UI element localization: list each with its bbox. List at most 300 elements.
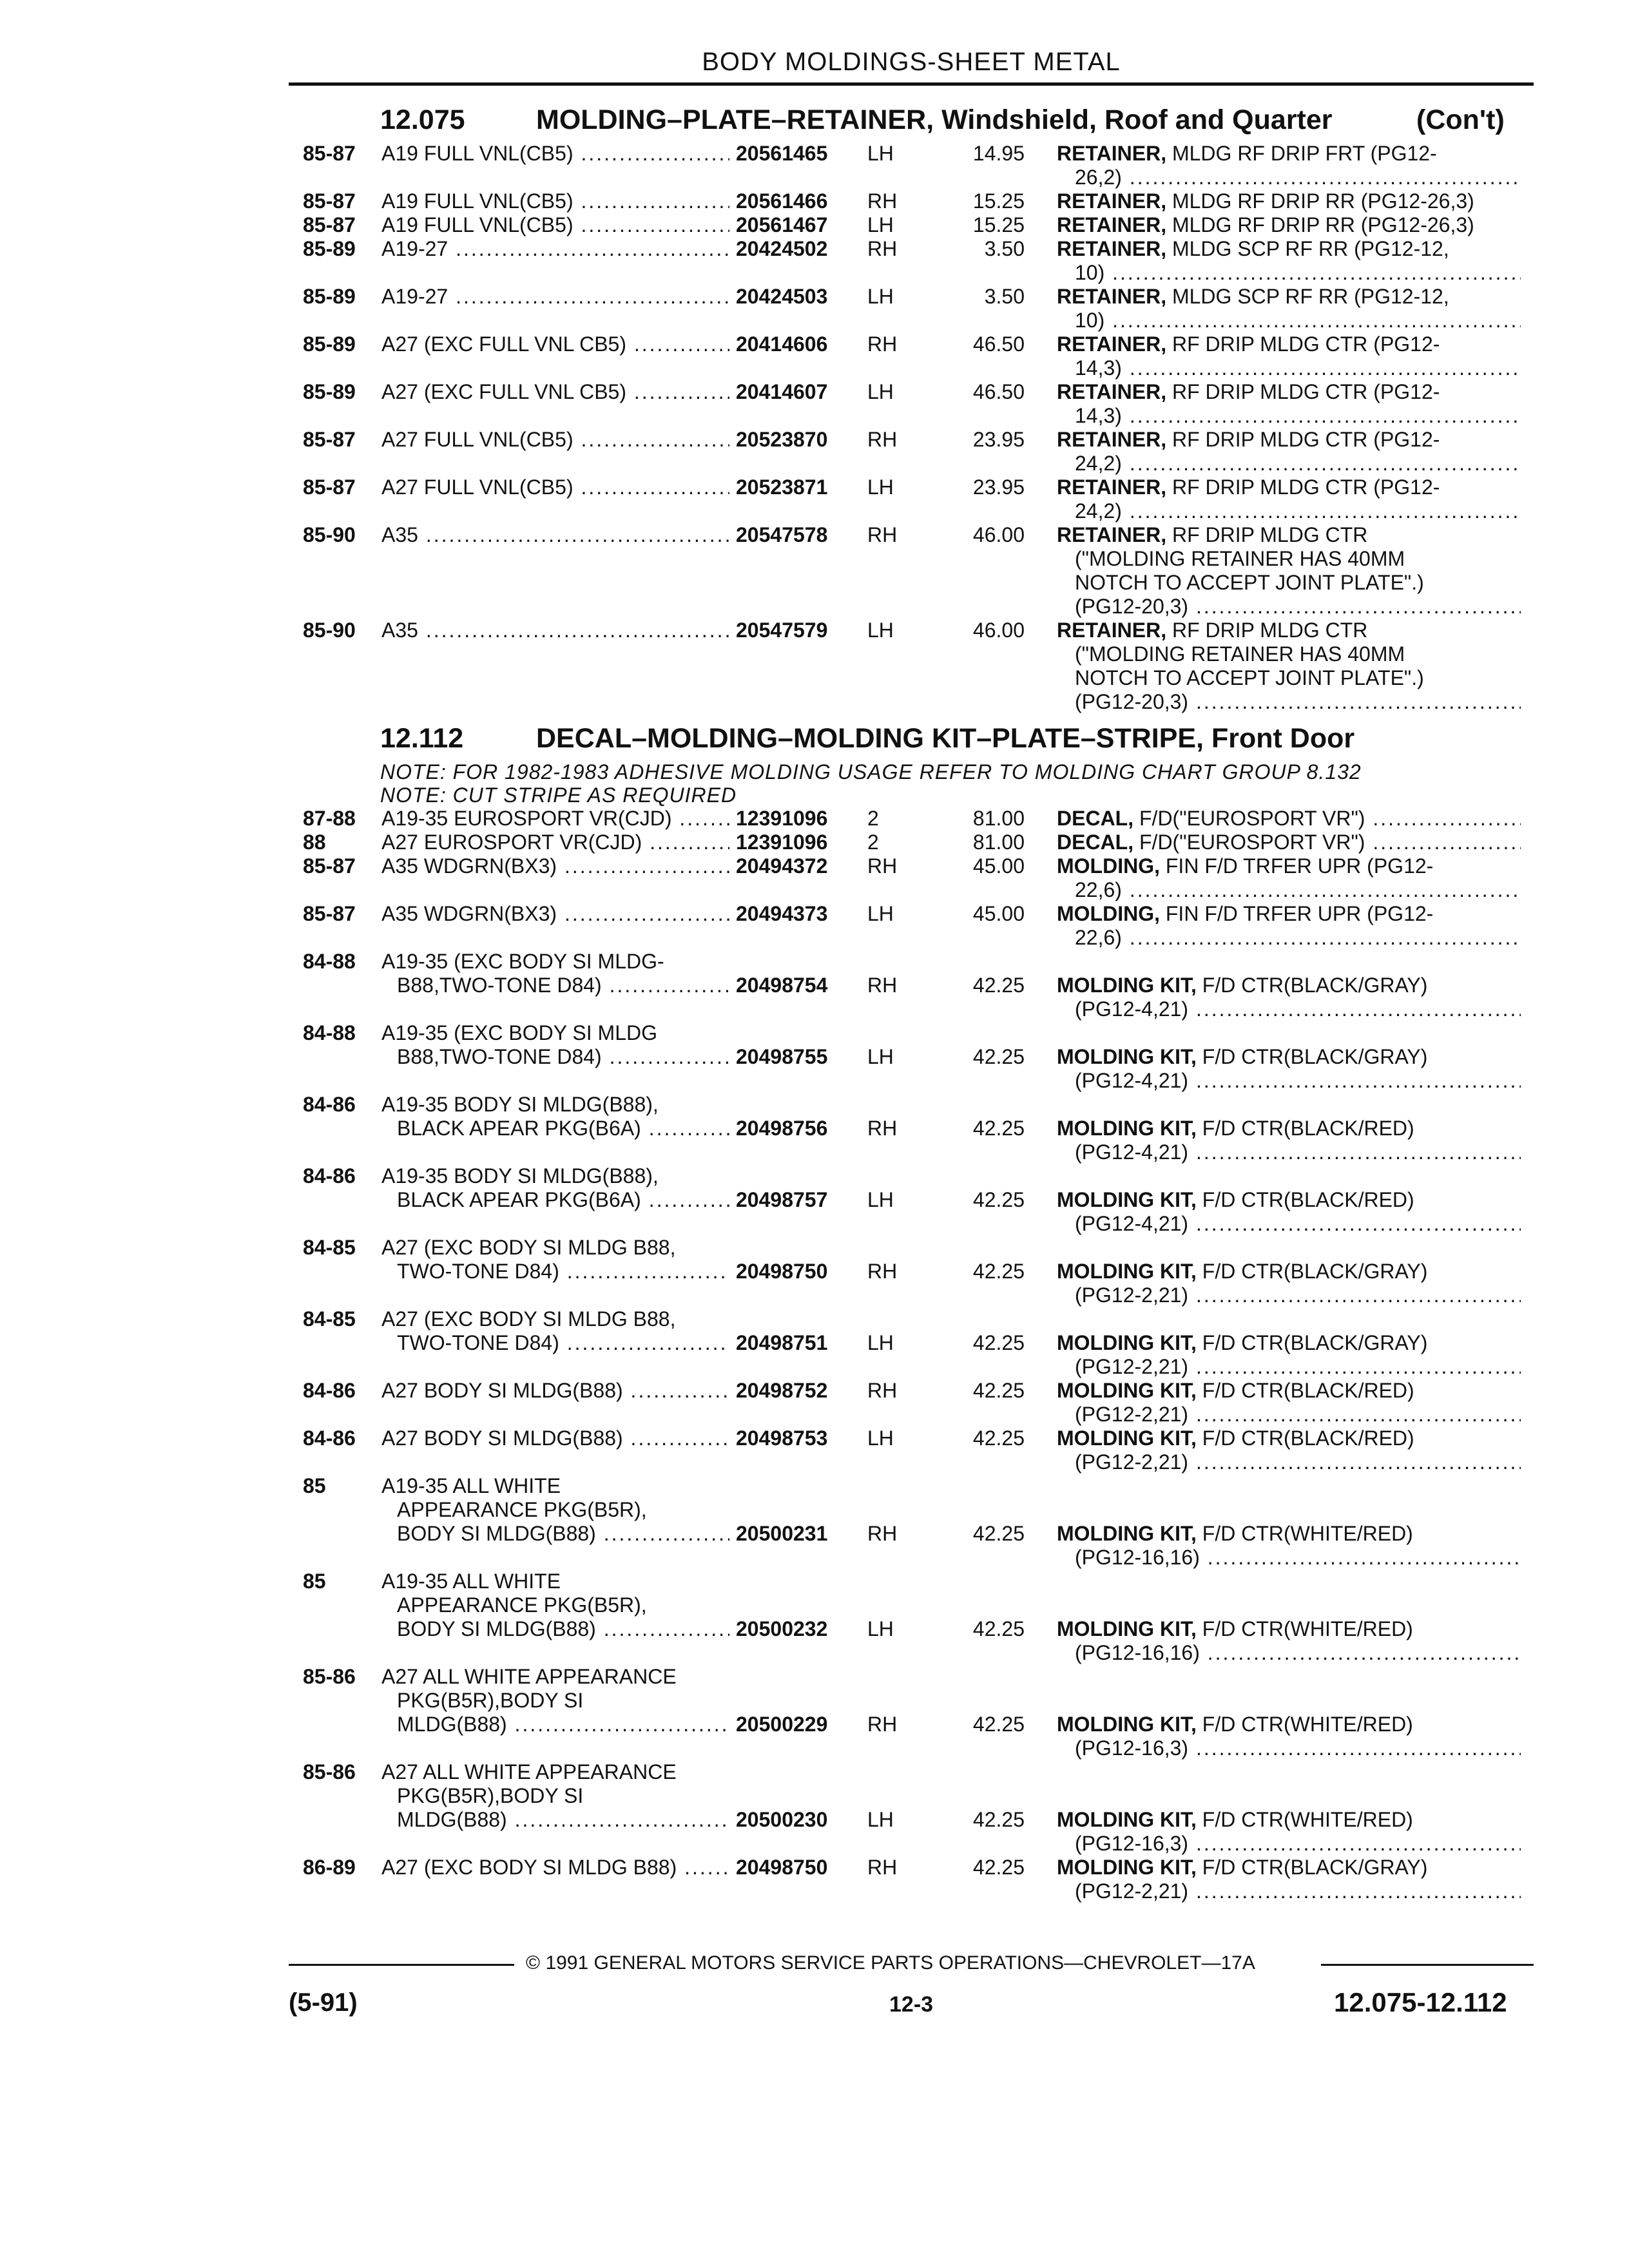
price: 42.25 [972,1808,1025,1831]
model-year: 85-89 [303,332,356,356]
application-description [381,476,729,499]
model-year: 84-86 [303,1164,356,1187]
model-year: 84-85 [303,1307,356,1331]
part-number: 20561465 [736,142,828,165]
item-detail: F/D CTR(WHITE/RED) [1202,1617,1413,1640]
item-detail: (PG12-2,21) [1075,1879,1189,1903]
part-number: 20547579 [736,619,828,642]
model-year: 85-87 [303,428,356,451]
part-number: 20498750 [736,1260,828,1283]
item-name: MOLDING KIT, [1057,1260,1197,1283]
application-line: A19-35 EUROSPORT VR(CJD) ..... [381,807,729,831]
section-title: DECAL–MOLDING–MOLDING KIT–PLATE–STRIPE, Front Door [536,723,1355,754]
table-row [0,619,1629,714]
application-line: BODY SI MLDG(B88) ..... [381,1522,729,1546]
item-line [1057,499,1521,523]
part-number: 20424502 [736,237,828,260]
item-detail: NOTCH TO ACCEPT JOINT PLATE".) [1075,666,1424,689]
table-row [0,1760,1629,1856]
side-or-qty: LH [867,1617,894,1640]
item-detail: 26,2) [1075,166,1122,189]
part-number: 20500232 [736,1617,828,1640]
item-detail: (PG12-2,21) [1075,1283,1189,1307]
item-line [1057,1117,1521,1140]
model-year: 85-90 [303,619,356,642]
application-description [381,142,729,166]
application-line: B88,TWO-TONE D84) ..... [381,974,729,997]
price: 42.25 [972,1427,1025,1450]
application-line: A27 EUROSPORT VR(CJD) ..... [381,831,729,854]
section-number: 12.112 [380,723,464,754]
item-line [1057,1879,1521,1903]
table-row [0,831,1629,854]
item-detail: (PG12-16,3) [1075,1832,1189,1855]
item-name: MOLDING KIT, [1057,1117,1197,1140]
model-year: 84-85 [303,1236,356,1259]
application-description [381,237,729,261]
application-line: A19-35 ALL WHITE [381,1474,561,1497]
table-row [0,213,1629,237]
item-line [1057,1713,1521,1736]
application-line: A19-35 (EXC BODY SI MLDG [381,1021,657,1044]
price: 42.25 [972,1713,1025,1736]
part-number: 12391096 [736,831,828,854]
item-detail: F/D CTR(BLACK/GRAY) [1202,1045,1428,1068]
table-row [0,807,1629,831]
application-line: APPEARANCE PKG(B5R), [397,1593,647,1617]
item-line [1057,1403,1521,1427]
item-detail: FIN F/D TRFER UPR (PG12- [1165,854,1434,878]
application-line: B88,TWO-TONE D84) ..... [381,1045,729,1069]
item-line [1057,1450,1521,1474]
model-year: 85-89 [303,285,356,308]
part-number: 20498751 [736,1331,828,1354]
model-year: 85-87 [303,476,356,499]
application-line: A27 FULL VNL(CB5) ..... [381,476,729,499]
application-description [381,332,729,356]
application-description [381,523,729,547]
item-description [1057,854,1521,902]
item-description [1057,1522,1521,1570]
item-description [1057,1331,1521,1379]
price: 46.00 [972,619,1025,642]
item-line [1057,1283,1521,1307]
item-detail: 10) [1075,309,1105,332]
table-row [0,950,1629,1021]
item-name: RETAINER, [1057,619,1167,642]
item-detail: RF DRIP MLDG CTR (PG12- [1171,380,1440,403]
application-description [381,807,729,831]
application-line: MLDG(B88) ..... [381,1713,729,1736]
application-description [381,1856,729,1879]
item-detail: (PG12-4,21) [1075,997,1189,1021]
table-row [0,1164,1629,1236]
price: 42.25 [972,1522,1025,1545]
item-line [1057,1808,1521,1832]
side-or-qty: RH [867,974,898,997]
item-description [1057,332,1521,380]
item-description [1057,1713,1521,1760]
application-line: BODY SI MLDG(B88) ..... [381,1617,729,1641]
model-year: 85-87 [303,142,356,165]
model-year: 85-87 [303,854,356,878]
item-line [1057,476,1521,499]
price: 46.50 [972,380,1025,403]
application-line: A19-27 ..... [381,285,729,309]
item-line [1057,595,1521,619]
side-or-qty: RH [867,237,898,260]
application-line: A19-35 ALL WHITE [381,1570,561,1593]
price: 23.95 [972,476,1025,499]
footer-page-number: 12-3 [889,1992,934,2017]
application-description [381,854,729,878]
section-note: NOTE: CUT STRIPE AS REQUIRED [380,783,737,807]
item-line [1057,1546,1521,1570]
item-detail: (PG12-16,16) [1075,1641,1200,1664]
price: 46.00 [972,523,1025,546]
application-description [381,1760,729,1832]
footer-date: (5-91) [289,1988,358,2017]
item-line [1057,666,1521,690]
table-row [0,476,1629,523]
table-row [0,189,1629,213]
table-row [0,1021,1629,1093]
item-name: MOLDING KIT, [1057,1522,1197,1545]
item-name: MOLDING, [1057,854,1160,878]
model-year: 84-88 [303,1021,356,1044]
item-line [1057,1617,1521,1641]
application-line: A19 FULL VNL(CB5) ..... [381,213,729,237]
item-detail: 24,2) [1075,452,1122,475]
model-year: 84-86 [303,1093,356,1116]
application-description [381,213,729,237]
item-line [1057,1331,1521,1355]
item-name: RETAINER, [1057,476,1167,499]
application-line: A35 ..... [381,619,729,642]
side-or-qty: RH [867,1260,898,1283]
page-header: BODY MOLDINGS-SHEET METAL [702,48,1121,76]
part-number: 20500229 [736,1713,828,1736]
item-detail: RF DRIP MLDG CTR [1171,523,1368,546]
application-line: APPEARANCE PKG(B5R), [397,1498,647,1521]
side-or-qty: RH [867,1379,898,1402]
side-or-qty: RH [867,1522,898,1545]
item-detail: ("MOLDING RETAINER HAS 40MM [1075,642,1405,666]
item-line [1057,356,1521,380]
application-line: A19-27 ..... [381,237,729,261]
item-detail: RF DRIP MLDG CTR [1171,619,1368,642]
item-line [1057,642,1521,666]
application-line: TWO-TONE D84) ..... [381,1331,729,1355]
item-line [1057,1355,1521,1379]
application-line: A35 WDGRN(BX3) ..... [381,854,729,878]
application-description [381,1474,729,1546]
item-detail: F/D CTR(BLACK/GRAY) [1202,1260,1428,1283]
item-line [1057,1427,1521,1450]
table-row [0,237,1629,285]
price: 46.50 [972,332,1025,356]
header-rule [289,82,1534,86]
table-row [0,332,1629,380]
item-name: MOLDING KIT, [1057,1331,1197,1354]
item-detail: F/D CTR(WHITE/RED) [1202,1713,1413,1736]
item-line [1057,1832,1521,1856]
item-line [1057,807,1521,831]
table-row [0,523,1629,619]
application-description [381,189,729,213]
item-detail: (PG12-4,21) [1075,1212,1189,1235]
item-detail: 22,6) [1075,878,1122,901]
item-detail: (PG12-16,16) [1075,1546,1200,1569]
item-detail: ("MOLDING RETAINER HAS 40MM [1075,547,1405,570]
price: 42.25 [972,1331,1025,1354]
application-description [381,1665,729,1736]
table-row [0,1665,1629,1760]
side-or-qty: RH [867,523,898,546]
section-title: MOLDING–PLATE–RETAINER, Windshield, Roof and Quarter [536,104,1333,135]
item-line [1057,690,1521,714]
item-line [1057,1140,1521,1164]
item-name: RETAINER, [1057,523,1167,546]
item-line [1057,1260,1521,1283]
item-line [1057,309,1521,332]
item-line [1057,1641,1521,1665]
item-line [1057,1045,1521,1069]
item-detail: F/D CTR(WHITE/RED) [1202,1522,1413,1545]
item-description [1057,380,1521,428]
model-year: 84-86 [303,1427,356,1450]
application-description [381,831,729,854]
price: 42.25 [972,1117,1025,1140]
part-number: 20498750 [736,1856,828,1879]
item-name: RETAINER, [1057,142,1167,165]
application-description [381,902,729,926]
price: 42.25 [972,1188,1025,1211]
side-or-qty: LH [867,142,894,165]
table-row [0,1093,1629,1164]
application-line: TWO-TONE D84) ..... [381,1260,729,1283]
application-line: PKG(B5R),BODY SI [397,1784,584,1807]
item-detail: NOTCH TO ACCEPT JOINT PLATE".) [1075,571,1424,594]
item-description [1057,807,1521,831]
item-description [1057,428,1521,476]
item-line [1057,1212,1521,1236]
part-number: 20500230 [736,1808,828,1831]
item-line [1057,571,1521,595]
item-name: MOLDING, [1057,902,1160,925]
section-note: NOTE: FOR 1982-1983 ADHESIVE MOLDING USAGE REFER TO MOLDING CHART GROUP 8.132 [380,760,1362,783]
price: 42.25 [972,1379,1025,1402]
item-line [1057,428,1521,452]
price: 15.25 [972,189,1025,213]
table-row [0,1427,1629,1474]
item-detail: (PG12-2,21) [1075,1403,1189,1426]
model-year: 85-87 [303,189,356,213]
item-line [1057,380,1521,404]
application-description [381,619,729,642]
item-detail: F/D CTR(BLACK/RED) [1202,1379,1414,1402]
table-row [0,1236,1629,1307]
item-detail: F/D CTR(BLACK/RED) [1202,1427,1414,1450]
item-line [1057,189,1521,213]
item-detail: MLDG RF DRIP RR (PG12-26,3) [1171,189,1474,213]
item-description [1057,1617,1521,1665]
item-name: RETAINER, [1057,189,1167,213]
application-description [381,428,729,452]
side-or-qty: RH [867,428,898,451]
item-description [1057,974,1521,1021]
item-detail: F/D CTR(BLACK/GRAY) [1202,1331,1428,1354]
item-detail: MLDG RF DRIP FRT (PG12- [1171,142,1437,165]
item-detail: 24,2) [1075,499,1122,523]
application-line: A27 (EXC BODY SI MLDG B88, [381,1236,676,1259]
item-detail: F/D CTR(BLACK/RED) [1202,1188,1414,1211]
application-line: A19 FULL VNL(CB5) ..... [381,142,729,166]
part-number: 20523870 [736,428,828,451]
part-number: 20498752 [736,1379,828,1402]
table-row [0,1474,1629,1570]
side-or-qty: 2 [867,831,879,854]
item-description [1057,1045,1521,1093]
item-description [1057,189,1521,213]
side-or-qty: RH [867,1117,898,1140]
item-detail: MLDG SCP RF RR (PG12-12, [1171,285,1449,308]
item-detail: F/D("EUROSPORT VR") [1139,831,1365,854]
item-line [1057,1069,1521,1093]
item-detail: F/D CTR(BLACK/GRAY) [1202,974,1428,997]
item-line [1057,1856,1521,1879]
item-name: MOLDING KIT, [1057,1856,1197,1879]
model-year: 85-90 [303,523,356,546]
application-description [381,1164,729,1212]
part-number: 20561467 [736,213,828,236]
part-number: 20498756 [736,1117,828,1140]
application-line: A35 WDGRN(BX3) ..... [381,902,729,926]
application-description [381,1570,729,1641]
item-line [1057,831,1521,854]
item-line [1057,619,1521,642]
item-name: MOLDING KIT, [1057,1379,1197,1402]
item-detail: RF DRIP MLDG CTR (PG12- [1171,476,1440,499]
side-or-qty: LH [867,619,894,642]
price: 42.25 [972,1260,1025,1283]
application-description [381,1379,729,1403]
application-line: A27 ALL WHITE APPEARANCE [381,1760,677,1783]
side-or-qty: LH [867,1331,894,1354]
item-line [1057,547,1521,571]
item-description [1057,1379,1521,1427]
application-description [381,950,729,997]
item-name: MOLDING KIT, [1057,1713,1197,1736]
part-number: 20424503 [736,285,828,308]
part-number: 20498757 [736,1188,828,1211]
table-row [0,142,1629,189]
model-year: 84-88 [303,950,356,973]
item-line [1057,1522,1521,1546]
application-line: BLACK APEAR PKG(B6A) ..... [381,1117,729,1140]
item-description [1057,142,1521,189]
application-description [381,1307,729,1355]
item-name: RETAINER, [1057,428,1167,451]
item-line [1057,1736,1521,1760]
item-description [1057,476,1521,523]
item-detail: RF DRIP MLDG CTR (PG12- [1171,332,1440,356]
price: 45.00 [972,902,1025,925]
application-line: A27 BODY SI MLDG(B88) ..... [381,1427,729,1450]
item-description [1057,1856,1521,1903]
item-detail: 10) [1075,261,1105,284]
application-line: BLACK APEAR PKG(B6A) ..... [381,1188,729,1212]
application-description [381,1093,729,1140]
footer-copyright: © 1991 GENERAL MOTORS SERVICE PARTS OPERATIONS—CHEVROLET—17A [526,1952,1255,1974]
table-row [0,1856,1629,1903]
table-row [0,854,1629,902]
table-row [0,1307,1629,1379]
price: 81.00 [972,807,1025,830]
model-year: 84-86 [303,1379,356,1402]
footer-rule-left [289,1964,514,1966]
item-detail: F/D CTR(BLACK/GRAY) [1202,1856,1428,1879]
price: 23.95 [972,428,1025,451]
side-or-qty: RH [867,189,898,213]
application-line: A27 ALL WHITE APPEARANCE [381,1665,677,1688]
part-number: 20494372 [736,854,828,878]
side-or-qty: LH [867,1808,894,1831]
item-name: RETAINER, [1057,332,1167,356]
model-year: 85-89 [303,380,356,403]
application-line: A27 (EXC FULL VNL CB5) ..... [381,380,729,404]
part-number: 20498754 [736,974,828,997]
price: 14.95 [972,142,1025,165]
item-line [1057,285,1521,309]
application-line: A27 FULL VNL(CB5) ..... [381,428,729,452]
side-or-qty: RH [867,854,898,878]
application-description [381,380,729,404]
part-number: 20498755 [736,1045,828,1068]
item-description [1057,523,1521,619]
model-year: 87-88 [303,807,356,830]
table-row [0,902,1629,950]
application-description [381,285,729,309]
table-row [0,428,1629,476]
model-year: 85-89 [303,237,356,260]
side-or-qty: LH [867,213,894,236]
item-detail: F/D("EUROSPORT VR") [1139,807,1365,830]
item-detail: 14,3) [1075,404,1122,427]
item-description [1057,285,1521,332]
item-name: RETAINER, [1057,237,1167,260]
price: 42.25 [972,1617,1025,1640]
footer-section-range: 12.075-12.112 [1334,1987,1507,2017]
price: 45.00 [972,854,1025,878]
price: 3.50 [984,285,1025,308]
model-year: 85-86 [303,1760,356,1783]
part-number: 20414606 [736,332,828,356]
item-name: RETAINER, [1057,380,1167,403]
item-line [1057,974,1521,997]
model-year: 85-87 [303,902,356,925]
application-line: A19-35 BODY SI MLDG(B88), [381,1164,659,1187]
price: 42.25 [972,974,1025,997]
item-line [1057,237,1521,261]
item-line [1057,404,1521,428]
item-detail: 22,6) [1075,926,1122,949]
table-row [0,1570,1629,1665]
item-name: MOLDING KIT, [1057,1617,1197,1640]
part-number: 20414607 [736,380,828,403]
model-year: 85-87 [303,213,356,236]
item-name: RETAINER, [1057,213,1167,236]
